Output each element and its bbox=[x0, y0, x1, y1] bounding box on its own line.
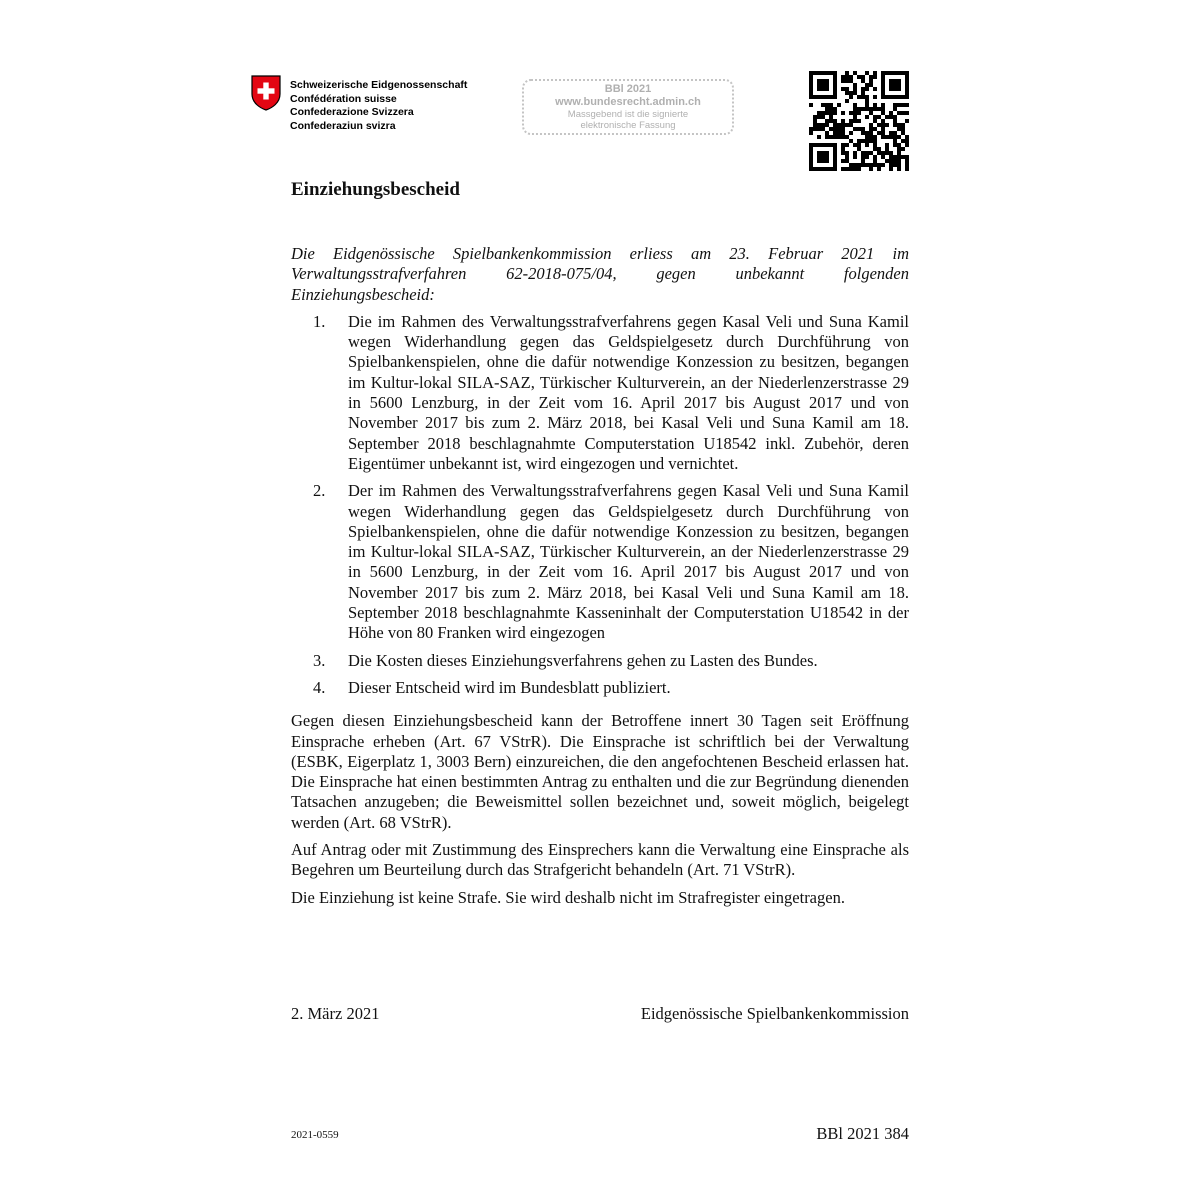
objection-paragraph: Gegen diesen Einziehungsbescheid kann der Betroffene innert 30 Tagen seit Eröffnung Einsprache erheben (Art. 67 VStrR). Die Einsprache ist schriftlich bei der Verwaltung (ESBK, Eigerplatz 1, 3003 Bern) einzureichen, die den angefochtenen Bescheid erlassen hat. Die Einsprache hat einen bestimmten Antrag zu enthalten und die zur Begründung dienenden Tatsachen anzugeben; die Beweismittel sollen bezeichnet und, soweit möglich, beigelegt werden (Art. 68 VStrR). bbox=[291, 711, 909, 832]
federation-name-de: Schweizerische Eidgenossenschaft bbox=[290, 79, 468, 91]
list-item-number: 3. bbox=[313, 650, 326, 670]
stamp-url: www.bundesrecht.admin.ch bbox=[555, 96, 701, 108]
federation-name-it: Confederazione Svizzera bbox=[290, 106, 414, 118]
qr-code-icon bbox=[809, 71, 909, 171]
federation-names bbox=[290, 79, 467, 133]
list-item-text: Der im Rahmen des Verwaltungsstrafverfahrens gegen Kasal Veli und Suna Kamil wegen Widerhandlung gegen das Geldspielgesetz durch Durchführung von Spielbankenspielen, ohne die dafür notwendige Konzession zu besitzen, begangen im Kultur-lokal SILA-SAZ, Türkischer Kulturverein, an der Niederlenzerstrasse 29 in 5600 Lenzburg, in der Zeit vom 16. April 2017 bis August 2017 und von November 2017 bis zum 2. März 2018, bei Kasal Veli und Suna Kamil am 18. September 2018 beschlagnahmte Kasseninhalt der Computerstation U18542 in der Höhe von 80 Franken wird eingezogen bbox=[348, 481, 909, 643]
stamp-note-line2: elektronische Fassung bbox=[580, 120, 676, 131]
list-item-text: Dieser Entscheid wird im Bundesblatt publiziert. bbox=[348, 677, 671, 697]
list-item-number: 4. bbox=[313, 677, 326, 697]
list-item-number: 2. bbox=[313, 481, 326, 501]
page-title: Einziehungsbescheid bbox=[291, 179, 460, 200]
swiss-coat-of-arms-icon bbox=[251, 75, 281, 111]
list-item-text: Die Kosten dieses Einziehungsverfahrens gehen zu Lasten des Bundes. bbox=[348, 650, 818, 670]
document-body bbox=[291, 244, 909, 915]
publication-stamp bbox=[522, 79, 734, 135]
decision-list bbox=[291, 312, 909, 698]
list-item bbox=[291, 678, 909, 698]
court-referral-paragraph: Auf Antrag oder mit Zustimmung des Einsprechers kann die Verwaltung eine Einsprache als Begehren um Beurteilung durch das Strafgericht behandeln (Art. 71 VStrR). bbox=[291, 840, 909, 880]
list-item-number: 1. bbox=[313, 311, 326, 331]
stamp-note-line1: Massgebend ist die signierte bbox=[567, 109, 689, 120]
list-item bbox=[291, 312, 909, 474]
federation-name-fr: Confédération suisse bbox=[290, 92, 397, 105]
list-item bbox=[291, 481, 909, 643]
stamp-bbl-year: BBl 2021 bbox=[604, 83, 652, 95]
list-item-text: Die im Rahmen des Verwaltungsstrafverfahrens gegen Kasal Veli und Suna Kamil wegen Widerhandlung gegen das Geldspielgesetz durch Durchführung von Spielbankenspielen, ohne die dafür notwendige Konzession zu besitzen, begangen im Kultur-lokal SILA-SAZ, Türkischer Kulturverein, an der Niederlenzerstrasse 29 in 5600 Lenzburg, in der Zeit vom 16. April 2017 bis August 2017 und von November 2017 bis zum 2. März 2018, bei Kasal Veli und Suna Kamil am 18. September 2018 beschlagnahmte Computerstation U18542 inkl. Zubehör, deren Eigentümer unbekannt ist, wird eingezogen und vernichtet. bbox=[348, 311, 909, 473]
issue-date: 2. März 2021 bbox=[291, 1004, 380, 1023]
document-number: 2021-0559 bbox=[291, 1129, 339, 1141]
list-item bbox=[291, 651, 909, 671]
bbl-reference: BBl 2021 384 bbox=[816, 1124, 909, 1143]
intro-paragraph: Die Eidgenössische Spielbankenkommission erliess am 23. Februar 2021 im Verwaltungsstrafverfahren 62-2018-075/04, gegen unbekannt folgenden Einziehungsbescheid: bbox=[291, 244, 909, 304]
federation-name-rm: Confederaziun svizra bbox=[290, 119, 396, 132]
criminal-record-paragraph: Die Einziehung ist keine Strafe. Sie wird deshalb nicht im Strafregister eingetragen. bbox=[291, 887, 845, 907]
issuing-authority: Eidgenössische Spielbankenkommission bbox=[640, 1004, 909, 1023]
